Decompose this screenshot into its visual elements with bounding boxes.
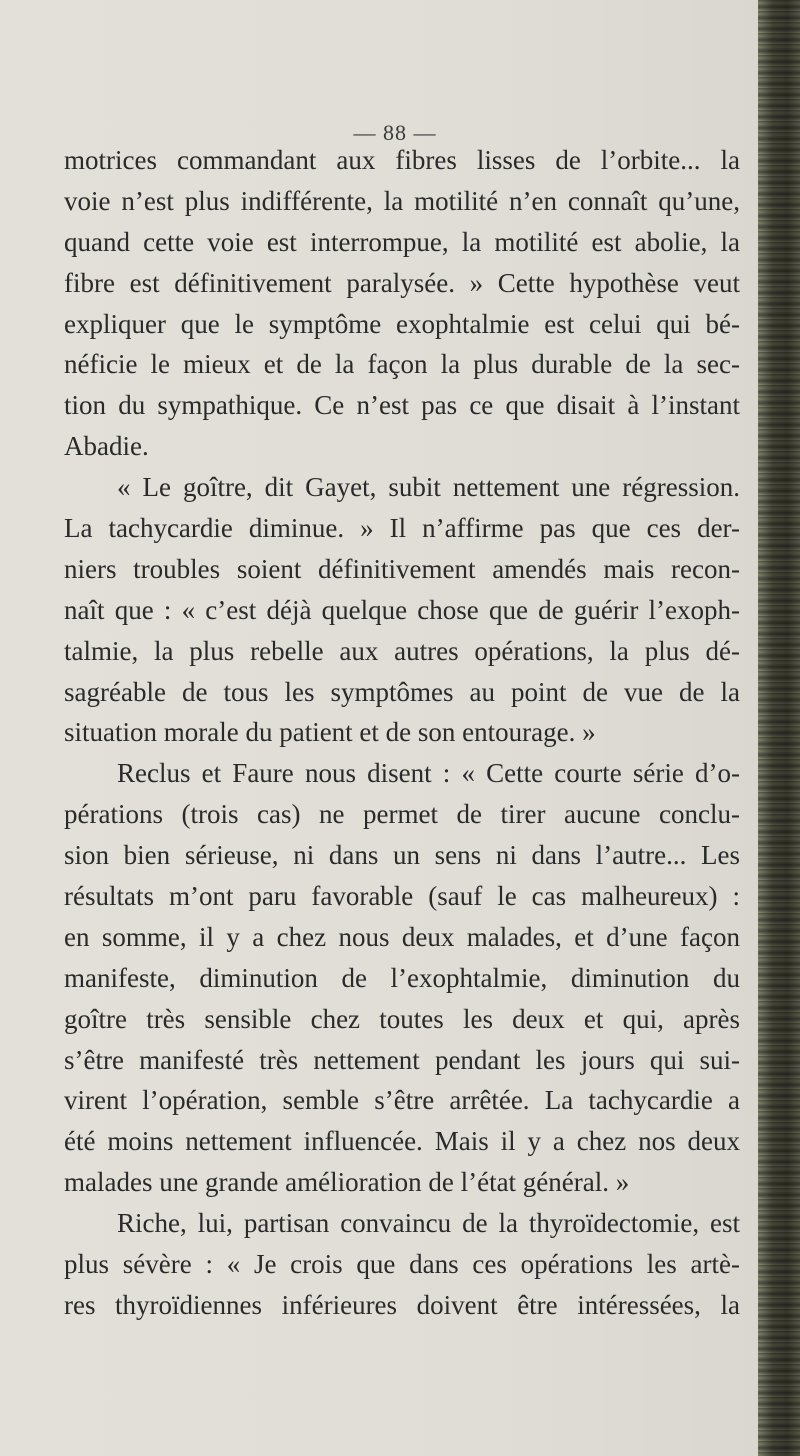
text-line: situation morale du patient et de son entourage. »: [64, 717, 596, 748]
text-line: malades une grande amélioration de l’état général. »: [64, 1167, 630, 1198]
text-line: néficie le mieux et de la façon la plus durable de la sec-: [64, 349, 740, 380]
text-line: sion bien sérieuse, ni dans un sens ni dans l’autre... Les: [64, 840, 740, 871]
text-line: naît que : « c’est déjà quelque chose que de guérir l’exoph-: [64, 594, 740, 625]
text-line: quand cette voie est interrompue, la motilité est abolie, la: [64, 226, 740, 257]
text-line: Reclus et Faure nous disent : « Cette courte série d’o-: [117, 758, 740, 789]
text-line: en somme, il y a chez nous deux malades, et d’une façon: [64, 921, 740, 952]
text-line: été moins nettement influencée. Mais il y a chez nos deux: [64, 1126, 740, 1157]
page-edge-shadow: [758, 0, 800, 1456]
text-line: goître très sensible chez toutes les deux et qui, après: [64, 1003, 740, 1034]
text-line: virent l’opération, semble s’être arrêtée. La tachycardie a: [64, 1085, 740, 1116]
text-line: sagréable de tous les symptômes au point de vue de la: [64, 676, 740, 707]
text-line: s’être manifesté très nettement pendant les jours qui sui-: [64, 1044, 740, 1075]
text-line: pérations (trois cas) ne permet de tirer aucune conclu-: [64, 799, 740, 830]
text-line: expliquer que le symptôme exophtalmie est celui qui bé-: [64, 308, 740, 339]
text-line: niers troubles soient définitivement amendés mais recon-: [64, 553, 740, 584]
text-line: plus sévère : « Je crois que dans ces opérations les artè-: [64, 1249, 740, 1280]
text-line: motrices commandant aux fibres lisses de l’orbite... la: [64, 145, 740, 175]
text-line: talmie, la plus rebelle aux autres opérations, la plus dé-: [64, 635, 740, 666]
page-number: — 88 —: [353, 120, 437, 145]
text-line: « Le goître, dit Gayet, subit nettement une régression.: [117, 472, 740, 503]
text-line: Riche, lui, partisan convaincu de la thyroïdectomie, est: [117, 1208, 740, 1239]
text-line: résultats m’ont paru favorable (sauf le cas malheureux) :: [64, 881, 740, 912]
text-line: fibre est définitivement paralysée. » Cette hypothèse veut: [64, 267, 740, 298]
text-line: voie n’est plus indifférente, la motilité n’en connaît qu’une,: [64, 185, 740, 216]
text-line: Abadie.: [64, 431, 149, 462]
text-line: res thyroïdiennes inférieures doivent être intéressées, la: [64, 1289, 740, 1320]
body-text: [64, 140, 740, 1326]
text-line: tion du sympathique. Ce n’est pas ce que disait à l’instant: [64, 390, 740, 421]
text-line: La tachycardie diminue. » Il n’affirme pas que ces der-: [64, 513, 740, 544]
text-line: manifeste, diminution de l’exophtalmie, diminution du: [64, 962, 740, 993]
